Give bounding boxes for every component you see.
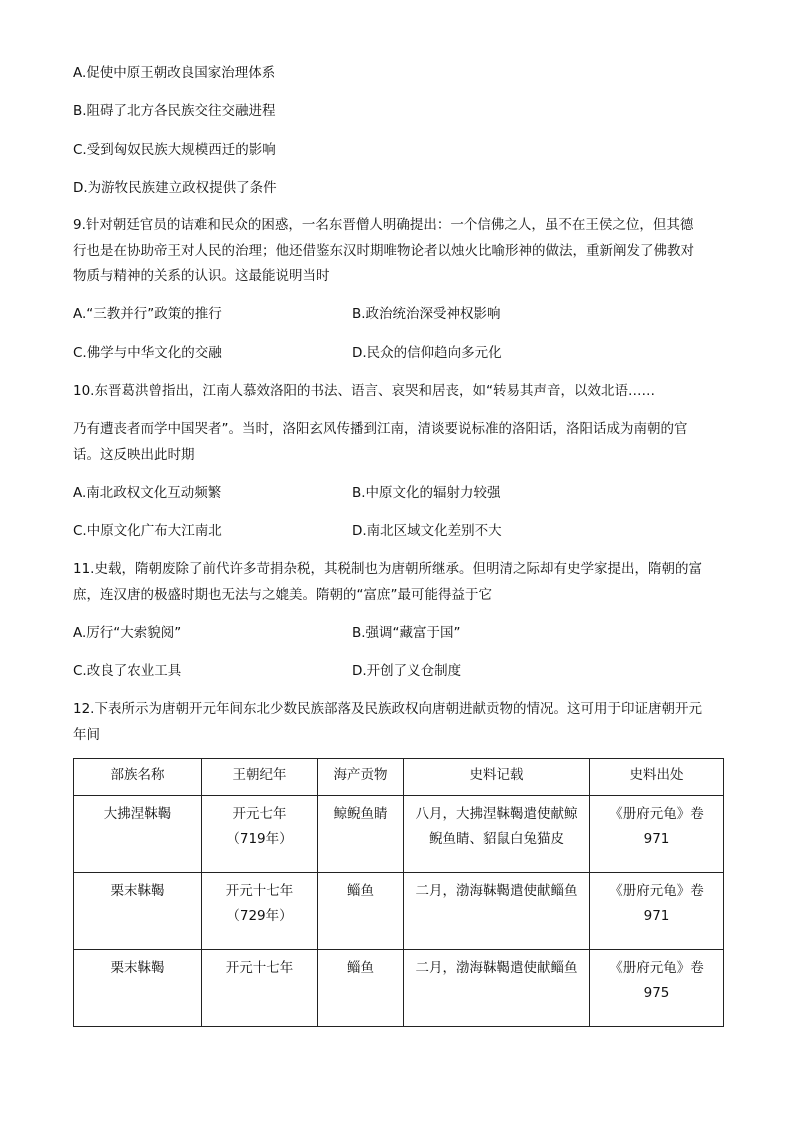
q9-stem-line-1: 9.针对朝廷官员的诘难和民众的困惑，一名东晋僧人明确提出：一个信佛之人，虽不在王侯之位，但其德 [73, 217, 694, 233]
cell-record [404, 950, 590, 1027]
header-year: 王朝纪年 [202, 759, 318, 796]
header-source: 史料出处 [590, 759, 724, 796]
q12-stem-line-2: 年间 [73, 727, 100, 743]
cell-source [590, 796, 724, 873]
q8-option-d: D.为游牧民族建立政权提供了条件 [73, 180, 277, 196]
q10-option-a: A.南北政权文化互动频繁 [73, 485, 222, 501]
q11-stem-line-2: 庶，连汉唐的极盛时期也无法与之媲美。隋朝的“富庶”最可能得益于它 [73, 587, 492, 603]
q9-stem-line-3: 物质与精神的关系的认识。这最能说明当时 [73, 268, 330, 284]
cell-record [404, 873, 590, 950]
cell-tribe: 栗末靺鞨 [74, 950, 202, 1027]
q10-stem-line-2: 乃有遭丧者而学中国哭者”。当时，洛阳玄风传播到江南，清谈要说标准的洛阳话，洛阳话成为南朝的官 [73, 421, 688, 437]
cell-record-line-1: 二月，渤海靺鞨遣使献鲻鱼 [415, 883, 578, 899]
header-tribe: 部族名称 [74, 759, 202, 796]
table-row [74, 873, 724, 950]
q9-option-c: C.佛学与中华文化的交融 [73, 345, 222, 361]
tribute-table [73, 758, 724, 1027]
cell-year [202, 796, 318, 873]
cell-tribute: 鲸鲵鱼睛 [318, 796, 404, 873]
header-tribute: 海产贡物 [318, 759, 404, 796]
cell-tribute: 鲻鱼 [318, 873, 404, 950]
q11-option-c: C.改良了农业工具 [73, 663, 182, 679]
cell-year-line-1: 开元十七年 [225, 883, 294, 899]
cell-source-line-2: 975 [643, 985, 670, 1001]
cell-record-line-1: 八月，大拂涅靺鞨遣使献鲸 [415, 806, 578, 822]
cell-source [590, 873, 724, 950]
q10-option-d: D.南北区域文化差别不大 [352, 523, 502, 539]
table-row [74, 796, 724, 873]
cell-year-line-1: 开元七年 [232, 806, 287, 822]
cell-year-line-1: 开元十七年 [225, 960, 294, 976]
q9-option-a: A.“三教并行”政策的推行 [73, 306, 222, 322]
q11-option-d: D.开创了义仓制度 [352, 663, 462, 679]
header-record: 史料记载 [404, 759, 590, 796]
cell-record [404, 796, 590, 873]
q11-option-a: A.厉行“大索貌阅” [73, 625, 182, 641]
q10-option-b: B.中原文化的辐射力较强 [352, 485, 501, 501]
cell-source-line-2: 971 [643, 908, 670, 924]
table-header-row [74, 759, 724, 796]
q8-option-a: A.促使中原王朝改良国家治理体系 [73, 65, 276, 81]
q9-option-d: D.民众的信仰趋向多元化 [352, 345, 502, 361]
cell-source-line-1: 《册府元龟》卷 [609, 960, 704, 976]
cell-source-line-1: 《册府元龟》卷 [609, 883, 704, 899]
cell-record-line-2: 鲵鱼睛、貂鼠白兔猫皮 [429, 831, 564, 847]
cell-record-line-1: 二月，渤海靺鞨遣使献鲻鱼 [415, 960, 578, 976]
cell-tribute: 鲻鱼 [318, 950, 404, 1027]
q10-option-c: C.中原文化广布大江南北 [73, 523, 222, 539]
q8-option-c: C.受到匈奴民族大规模西迁的影响 [73, 142, 276, 158]
cell-source [590, 950, 724, 1027]
q12-stem-line-1: 12.下表所示为唐朝开元年间东北少数民族部落及民族政权向唐朝进献贡物的情况。这可用于印证唐朝开元 [73, 701, 702, 717]
cell-tribe: 大拂涅靺鞨 [74, 796, 202, 873]
q10-stem-line-3: 话。这反映出此时期 [73, 447, 195, 463]
q9-stem-line-2: 行也是在协助帝王对人民的治理；他还借鉴东汉时期唯物论者以烛火比喻形神的做法，重新阐发了佛教对 [73, 243, 694, 259]
q10-stem-line-1: 10.东晋葛洪曾指出，江南人慕效洛阳的书法、语言、哀哭和居丧，如“转易其声音，以效北语…… [73, 383, 655, 399]
q9-option-b: B.政治统治深受神权影响 [352, 306, 501, 322]
q11-stem-line-1: 11.史载，隋朝废除了前代许多苛捐杂税，其税制也为唐朝所继承。但明清之际却有史学家提出，隋朝的富 [73, 561, 702, 577]
cell-source-line-2: 971 [643, 831, 670, 847]
cell-source-line-1: 《册府元龟》卷 [609, 806, 704, 822]
cell-year [202, 950, 318, 1027]
table-row [74, 950, 724, 1027]
q8-option-b: B.阻碍了北方各民族交往交融进程 [73, 103, 276, 119]
cell-year-line-2: （729年） [226, 908, 293, 924]
cell-year [202, 873, 318, 950]
cell-tribe: 栗末靺鞨 [74, 873, 202, 950]
q11-option-b: B.强调“藏富于国” [352, 625, 461, 641]
cell-year-line-2: （719年） [226, 831, 293, 847]
